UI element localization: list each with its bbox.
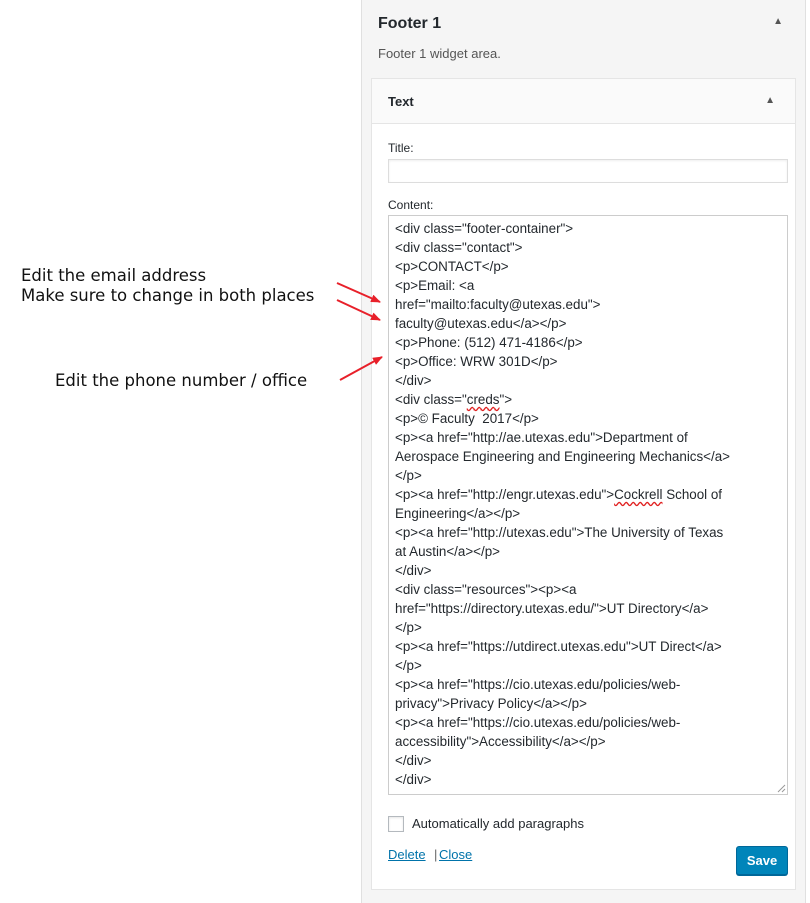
- content-line: <p><a href="http://utexas.edu">The University of Texas: [395, 525, 724, 540]
- content-line: <div class="resources"><p><a: [395, 582, 577, 597]
- content-line: <p><a href="https://utdirect.utexas.edu">UT Direct</a>: [395, 639, 722, 654]
- triangle-up-icon[interactable]: ▲: [773, 16, 783, 27]
- content-line: <p>Email: <a: [395, 278, 475, 293]
- content-line: href="mailto:faculty@utexas.edu">: [395, 297, 601, 312]
- widget-header[interactable]: [372, 79, 795, 124]
- content-line: <p><a href="http://ae.utexas.edu">Department of: [395, 430, 688, 445]
- content-line: Engineering</a></p>: [395, 506, 521, 521]
- content-line: <p><a href="http://engr.utexas.edu">Cockrell School of: [395, 487, 723, 502]
- content-line: href="https://directory.utexas.edu/">UT Directory</a>: [395, 601, 709, 616]
- title-label: Title:: [388, 141, 414, 155]
- content-line: at Austin</a></p>: [395, 544, 500, 559]
- widget-area-footer-1: [361, 0, 806, 903]
- delete-link[interactable]: Delete: [388, 847, 426, 862]
- annotation-email-both-places: Make sure to change in both places: [21, 286, 315, 305]
- content-line: <div class="creds">: [395, 392, 513, 407]
- content-line: <p>Phone: (512) 471-4186</p>: [395, 335, 583, 350]
- content-line: <div class="contact">: [395, 240, 523, 255]
- content-line: <p><a href="https://cio.utexas.edu/policies/web-: [395, 715, 681, 730]
- widget-area-description: Footer 1 widget area.: [378, 46, 501, 61]
- resize-handle-icon[interactable]: [777, 784, 786, 793]
- content-line: </div>: [395, 563, 432, 578]
- content-line: <div class="footer-container">: [395, 221, 574, 236]
- content-line: privacy">Privacy Policy</a></p>: [395, 696, 587, 711]
- content-textarea[interactable]: [388, 215, 788, 795]
- content-line: </div>: [395, 772, 432, 787]
- title-input[interactable]: [388, 159, 788, 183]
- content-line: </p>: [395, 658, 422, 673]
- content-line: <p>© Faculty 2017</p>: [395, 411, 539, 426]
- triangle-up-icon[interactable]: ▲: [765, 95, 775, 106]
- annotation-email: Edit the email address: [21, 266, 207, 285]
- widget-title: Text: [388, 94, 414, 109]
- content-line: </p>: [395, 620, 422, 635]
- content-line: </div>: [395, 753, 432, 768]
- save-button[interactable]: Save: [736, 846, 788, 875]
- widget-area-title[interactable]: Footer 1: [378, 15, 442, 32]
- close-link[interactable]: Close: [439, 847, 473, 862]
- content-label: Content:: [388, 198, 434, 212]
- content-line: faculty@utexas.edu</a></p>: [395, 316, 567, 331]
- content-line: </div>: [395, 373, 432, 388]
- content-line: accessibility">Accessibility</a></p>: [395, 734, 606, 749]
- content-line: <p>Office: WRW 301D</p>: [395, 354, 558, 369]
- content-line: <p><a href="https://cio.utexas.edu/policies/web-: [395, 677, 681, 692]
- auto-paragraphs-label: Automatically add paragraphs: [412, 816, 584, 831]
- content-line: Aerospace Engineering and Engineering Mechanics</a>: [395, 449, 730, 464]
- annotation-phone: Edit the phone number / office: [55, 371, 308, 390]
- link-separator: |: [434, 847, 438, 862]
- auto-paragraphs-checkbox[interactable]: [388, 816, 404, 832]
- text-widget: [371, 78, 796, 890]
- content-line: <p>CONTACT</p>: [395, 259, 509, 274]
- content-line: </p>: [395, 468, 422, 483]
